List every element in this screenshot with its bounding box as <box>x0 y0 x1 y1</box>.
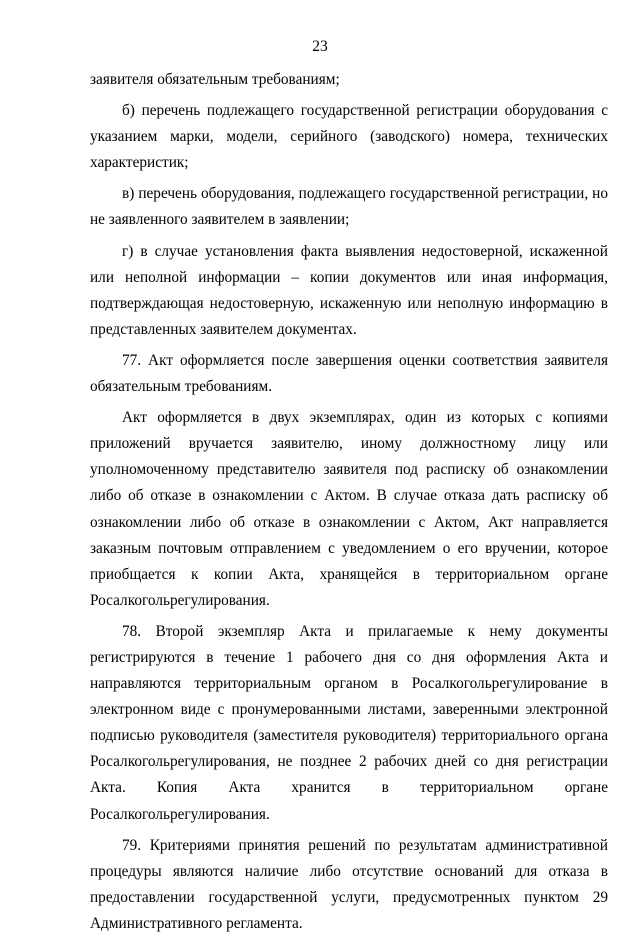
paragraph-77-act-copies: Акт оформляется в двух экземплярах, один из которых с копиями приложений вручается заявителю, иному должностному лицу или уполномоченному представителю заявителя под расписку об ознакомлении либо об отказе в ознакомлении с Актом. В случае отказа дать расписку об ознакомлении либо об отказе в ознакомлении с Актом, Акт направляется заказным почтовым отправлением с уведомлением о его вручении, которое приобщается к копии Акта, хранящейся в территориальном органе Росалкогольрегулирования. <box>90 409 608 609</box>
page-number: 23 <box>312 38 328 55</box>
paragraph-item-g: г) в случае установления факта выявления недостоверной, искаженной или неполной информации – копии документов или иная информация, подтверждающая недостоверную, искаженную или неполную информацию в представленных заявителем документах. <box>90 242 608 338</box>
paragraph-continuation: заявителя обязательным требованиям; <box>90 71 340 88</box>
document-body <box>90 67 608 937</box>
paragraph-77: 77. Акт оформляется после завершения оценки соответствия заявителя обязательным требованиям. <box>90 351 608 396</box>
paragraph-79: 79. Критериями принятия решений по результатам административной процедуры являются наличие либо отсутствие оснований для отказа в предоставлении государственной услуги, предусмотренных пунктом 29 Административного регламента. <box>90 836 608 932</box>
paragraph-item-b: б) перечень подлежащего государственной регистрации оборудования с указанием марки, модели, серийного (заводского) номера, технических характеристик; <box>90 102 608 172</box>
paragraph-78: 78. Второй экземпляр Акта и прилагаемые к нему документы регистрируются в течение 1 рабочего дня со дня оформления Акта и направляются территориальным органом в Росалкогольрегулирование в электронном виде с пронумерованными листами, заверенными электронной подписью руководителя (заместителя руководителя) территориального органа Росалкогольрегулирования, не позднее 2 рабочих дней со дня регистрации Акта. Копия Акта хранится в территориальном органе Росалкогольрегулирования. <box>90 622 608 823</box>
paragraph-item-v: в) перечень оборудования, подлежащего государственной регистрации, но не заявленного заявителем в заявлении; <box>90 185 608 229</box>
